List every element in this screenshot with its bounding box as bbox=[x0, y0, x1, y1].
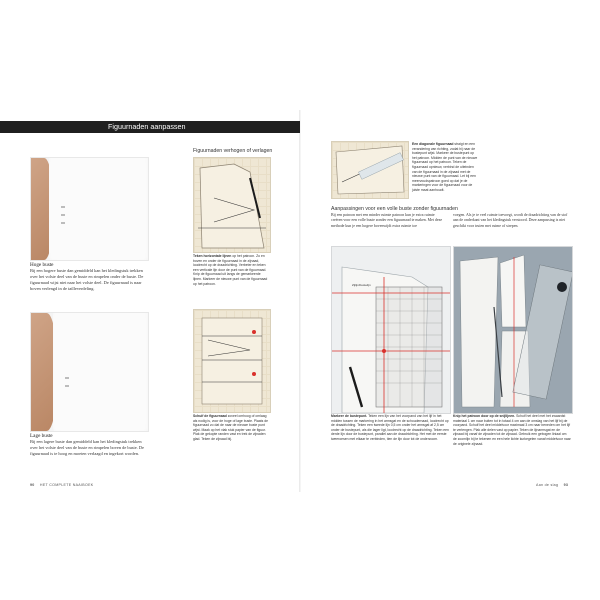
pin-mark bbox=[65, 385, 69, 387]
low-bust-heading: Lage buste bbox=[30, 433, 53, 439]
caption-left bbox=[331, 414, 449, 442]
step1-lead: Teken horizontale lijnen bbox=[193, 254, 232, 258]
top-step-caption bbox=[412, 142, 478, 193]
pin-mark bbox=[61, 206, 65, 208]
intro-left: Bij een patroon met een minder ruimte patroon kun je extra ruimte creëren voor een volle buste zonder een figuurnaad te maken. Met deze methode kun je een hogere bovenwijdt extra ruimte toe bbox=[331, 213, 443, 228]
shirt-shape bbox=[53, 312, 149, 432]
footer-right-text: Aan de slag bbox=[536, 483, 559, 487]
high-bust-body: Bij een hogere buste dan gemiddeld kan het kledingstuk trekken over het volste deel van de buste en rimpelen onder de buste. De figuurnaad wijst niet naar het volste deel. De figuurnaad is naar boven verlengd in de tailleverdeling. bbox=[30, 268, 144, 292]
banner-title: Figuurnaden aanpassen bbox=[108, 122, 186, 131]
right-section-heading: Aanpassingen voor een volle buste zonder figuurnaden bbox=[331, 206, 458, 212]
caption-right bbox=[453, 414, 571, 446]
pin-mark bbox=[61, 214, 65, 216]
caption-right-lead: Knip het patroon door op de snijlijnen. bbox=[453, 414, 516, 418]
low-bust-photo bbox=[30, 312, 149, 432]
high-bust-heading: Hoge buste bbox=[30, 262, 54, 268]
intro-right: voegen. Als je te veel ruimte toevoegt, wordt de draadrichting van de stof aan de onderkant van het kledingstuk verstoord. Deze aanpassing is niet geschikt voor truien met ruime of strepen. bbox=[453, 213, 568, 228]
top-step-lead: Een diagonale figuurnaad bbox=[412, 142, 454, 146]
top-step-text: straigt en een verandering van richting, zodat hij naar de bustepunt wijst. Markeer de bustepunt op het patroon. Midden de punt van de nieuwe figuurnaad op het patroon. Teken de figuurnaad opnieuw, verbind de uiteinden van de figuurnaad in de zijnaad met de nieuwe punt van de figuurnaad. Let bij een meervoudspatroon goed op dat je de markeringen voor de figuurnaad voor de juiste maat aanhoudt. bbox=[412, 142, 478, 192]
low-bust-body: Bij een lagere buste dan gemiddeld kan het kledingstuk trekken over het volste deel van de buste en rimpelen boven de buste. De figuurnaad is te hoog en moeten verlaagd en ingekort worden. bbox=[30, 439, 144, 457]
footer-left bbox=[30, 483, 93, 487]
step2-lead: Schuif de figuurnaad bbox=[193, 414, 227, 418]
shirt-shape bbox=[49, 157, 149, 261]
diagonal-dart-photo bbox=[331, 141, 409, 199]
pin-mark bbox=[61, 222, 65, 224]
caption-right-text: Schuif het deel met het zwaardst materiaal 1 cm naar buiten tot in totaal 4 cm aan de omslag van het lijf bij de voorpand. Schuif het deel middelvoor maximaal 3 cm naar beneden om het lijf te verlengen. Plak alle delen vast op papier. Teken de lijnarmsgat en de zijnaad bij vanaf de zijnaden tot de zijnaad. Gebruik een gebogen liniaal om de zoomlijn bij te tekenen en een hele lichte kurkegelen vanaf middelvoor naar de originele zijnaad. bbox=[453, 414, 571, 446]
caption-left-text: Teken een lijn van het voorpand van het lijf in het midden tussen de markering in het armsgat en de schoudernaad, loodrecht op de draadrichting. Teken een tweede lijn 0,5 cm onder het armsgat af 2,5 cm onder de bustepunt, als die lager ligt, loodrecht op de draadrichting. Teken een derde lijn door de bustepunt, parallel aan de draadrichting. Het met de eerste tweeroesen met elkaar te verbinden, tien de lijn door tot de onderzoom. bbox=[331, 414, 449, 441]
step2-caption bbox=[193, 414, 269, 442]
left-section-heading: Figuurnaden verhogen of verlagen bbox=[193, 148, 273, 154]
photo-label: Zijlijn/bustelijn bbox=[352, 283, 371, 287]
slashed-pattern-photo bbox=[453, 246, 573, 414]
step1-caption bbox=[193, 254, 269, 286]
caption-left-lead: Markeer de bustepunt. bbox=[331, 414, 368, 418]
page-number-left: 90 bbox=[30, 483, 35, 487]
pattern-photo-1 bbox=[193, 157, 271, 253]
pattern-drawing bbox=[454, 247, 572, 413]
bust-point-photo bbox=[331, 246, 451, 414]
pattern-drawing bbox=[194, 158, 270, 252]
page-number-right: 93 bbox=[563, 483, 569, 487]
section-banner bbox=[0, 121, 300, 133]
footer-right bbox=[536, 483, 568, 487]
step2-text: zoveel omhoog of omlaag als nodig is, voor de hoge of lage buste. Plaats de figuurnaad zo dat de naar de nieuwe buste punt wijst. Maak op het vlak stuk papier van de figuur. Plak de gekopte randen vast en trek de zijnaden glad. Teken de zijnaad bij. bbox=[193, 414, 269, 441]
pattern-drawing bbox=[194, 310, 270, 412]
footer-left-text: HET COMPLETE NAAIBOEK bbox=[39, 483, 94, 487]
high-bust-photo bbox=[30, 157, 149, 261]
pattern-photo-2 bbox=[193, 309, 271, 413]
pin-mark bbox=[65, 377, 69, 379]
step1-text: op het patroon. Zo en boven en onder de figuurnaad in de zijnaad, loodrecht op de draadrichting. Verbeter en teken een verticale lijn door de punt van de figuurnaad. Knip de figuurnaad uit langs de gemarkeerde lijnen. Markeer de nieuwe punt van de figuurnaad op het patroon. bbox=[193, 254, 268, 286]
pattern-drawing bbox=[332, 247, 450, 413]
pattern-drawing bbox=[332, 142, 408, 198]
book-gutter bbox=[299, 110, 301, 492]
